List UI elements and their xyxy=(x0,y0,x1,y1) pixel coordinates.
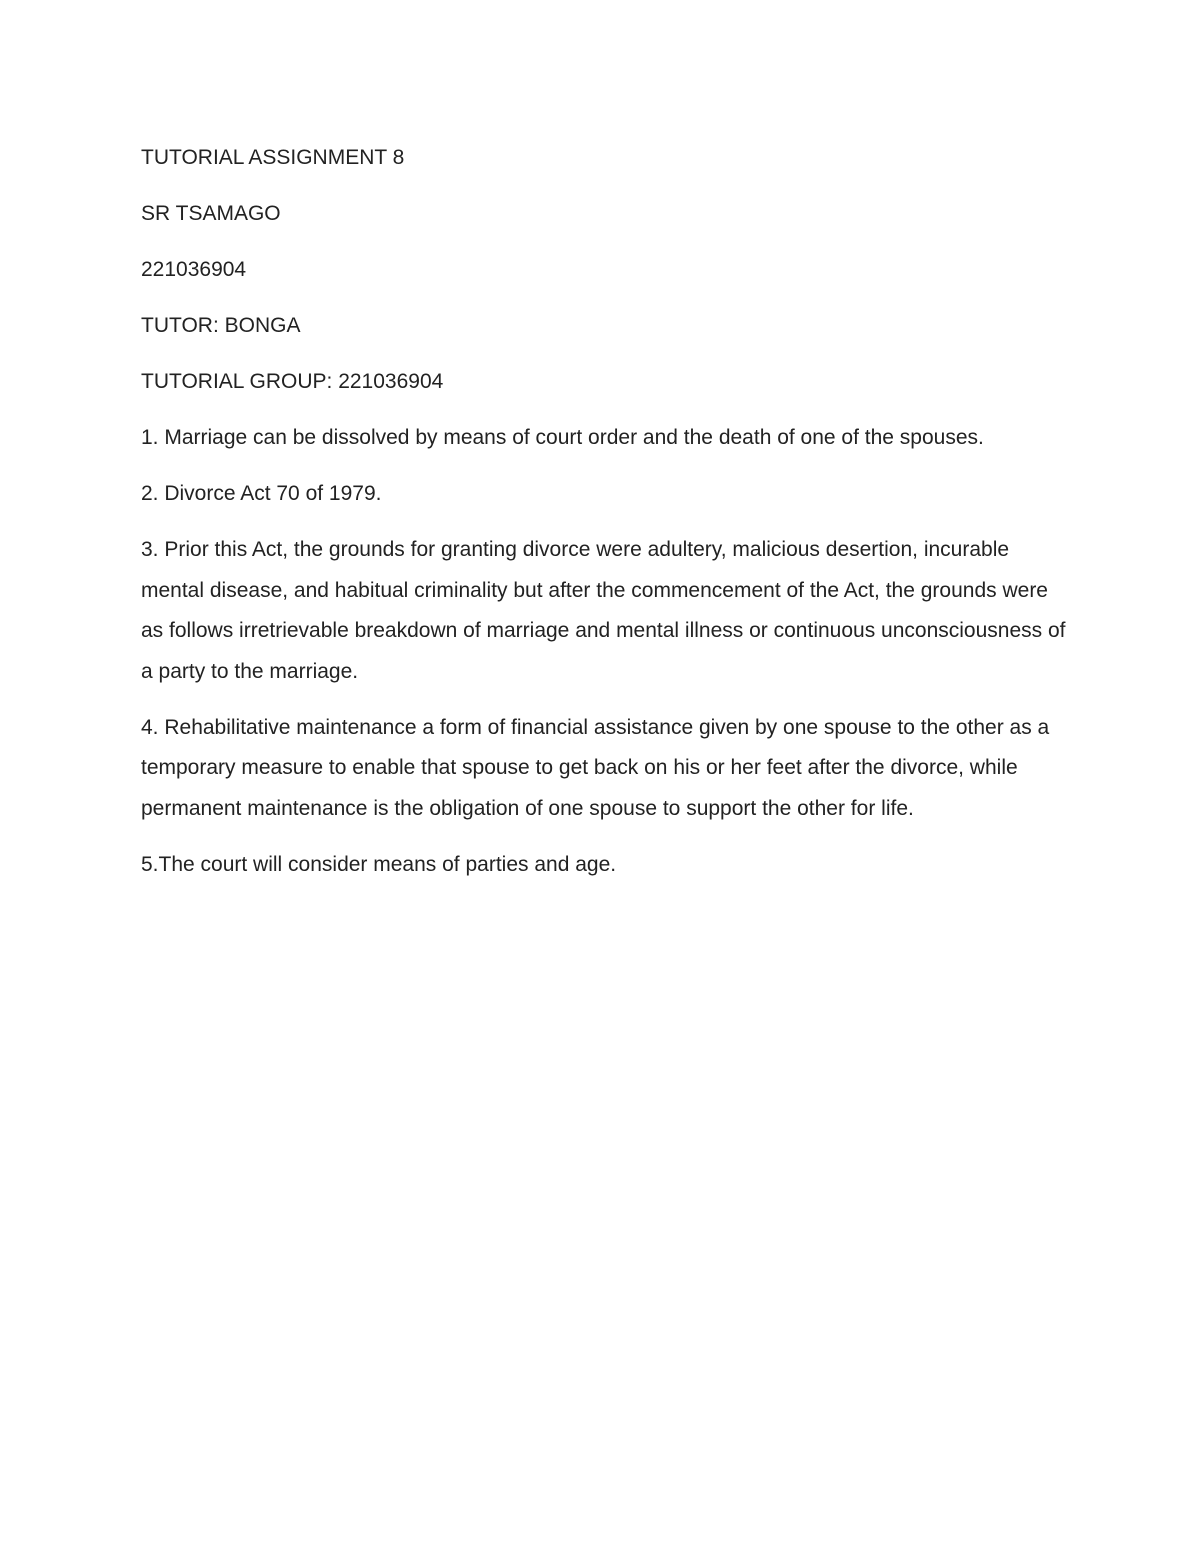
tutor-line: TUTOR: BONGA xyxy=(141,314,301,337)
answer-3: 3. Prior this Act, the grounds for granting divorce were adultery, malicious desertion, incurable mental disease, and habitual criminality but after the commencement of the Act, the grounds were as follows irretrievable breakdown of marriage and mental illness or continuous unconsciousness of a party to the marriage. xyxy=(141,538,1066,683)
answer-1: 1. Marriage can be dissolved by means of court order and the death of one of the spouses. xyxy=(141,426,984,449)
document-body xyxy=(141,138,1071,901)
tutorial-group-line: TUTORIAL GROUP: 221036904 xyxy=(141,370,444,393)
student-number: 221036904 xyxy=(141,258,247,281)
answer-4: 4. Rehabilitative maintenance a form of financial assistance given by one spouse to the other as a temporary measure to enable that spouse to get back on his or her feet after the divorce, while permanent maintenance is the obligation of one spouse to support the other for life. xyxy=(141,715,1050,820)
document-title: TUTORIAL ASSIGNMENT 8 xyxy=(141,146,405,169)
answer-5: 5.The court will consider means of parties and age. xyxy=(141,852,617,876)
student-name: SR TSAMAGO xyxy=(141,202,281,225)
answer-2: 2. Divorce Act 70 of 1979. xyxy=(141,482,382,505)
